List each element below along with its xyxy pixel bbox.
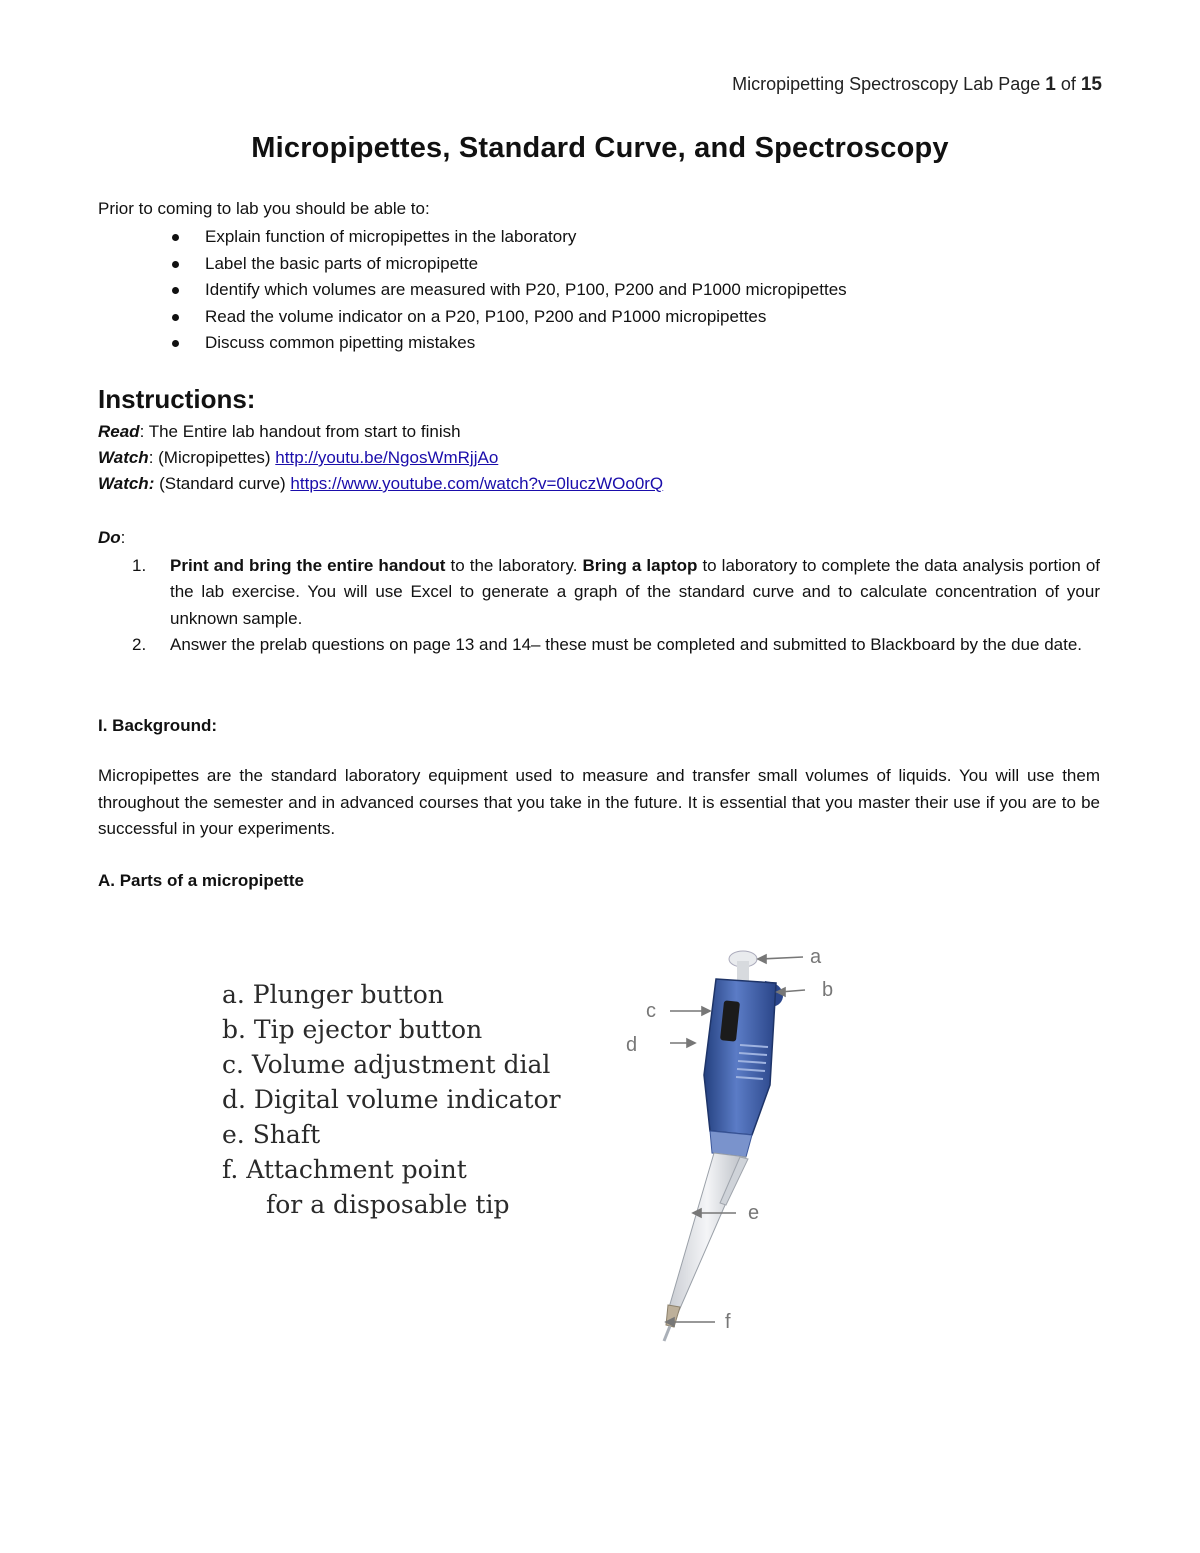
document-title: Micropipettes, Standard Curve, and Spectroscopy [251,132,949,164]
legend-item: b. Tip ejector button [222,1015,483,1044]
watch-label: Watch [98,448,149,467]
arrow-letter-c: c [646,1000,656,1022]
bullet-icon [172,340,179,347]
item-text: to laboratory to complete the data analysis portion of the lab exercise. You will use Excel to generate a graph of the standard curve and to calculate concentration of your unknown sample. [170,556,1101,628]
item-text: Answer the prelab questions on page 13 and 14– these must be completed and submitted to Blackboard by the due date. [170,634,1082,654]
list-item [145,330,847,357]
objective-text: Discuss common pipetting mistakes [205,333,476,353]
page-header [732,74,1102,96]
arrow-letter-a: a [810,946,822,968]
pipette-body-shape [704,979,776,1135]
header-text: Micropipetting Spectroscopy Lab Page [732,74,1046,94]
background-heading: I. Background: [98,716,218,735]
legend-item: a. Plunger button [222,980,444,1009]
item-text: to the laboratory. [445,556,583,575]
bullet-icon [172,287,179,294]
micropipette-figure [200,935,900,1355]
legend-item: f. Attachment point [222,1155,467,1184]
watch-label: Watch: [98,474,155,493]
read-text: : The Entire lab handout from start to finish [139,422,461,441]
list-item [145,304,847,331]
watch-line-1 [98,448,498,468]
item-bold: Print and bring the entire handout [170,556,446,575]
objective-text: Identify which volumes are measured with P20, P100, P200 and P1000 micropipettes [205,280,847,300]
instructions-heading: Instructions: [98,384,256,414]
header-page-number: 1 [1045,74,1056,95]
list-item [145,277,847,304]
watch-text: (Standard curve) [154,474,291,493]
plunger-stem-shape [737,961,749,981]
arrow-letter-f: f [725,1311,731,1333]
bullet-icon [172,314,179,321]
do-label: Do [98,528,121,547]
legend-item: d. Digital volume indicator [222,1085,561,1114]
list-item [145,251,847,278]
read-line [98,422,461,442]
do-label-line [98,528,1100,548]
prior-objectives-list [145,224,847,357]
list-item [98,632,1100,658]
legend-item: c. Volume adjustment dial [222,1050,551,1079]
item-number: 2. [132,634,147,654]
bullet-icon [172,261,179,268]
micropipette-illustration [200,935,900,1355]
read-label: Read [98,422,140,441]
objective-text: Explain function of micropipettes in the laboratory [205,227,577,246]
arrow-letter-b: b [822,979,834,1001]
watch-line-2 [98,474,663,494]
objective-text: Label the basic parts of micropipette [205,253,479,273]
background-paragraph: Micropipettes are the standard laboratory equipment used to measure and transfer small volumes of liquids. You will use them throughout the semester and in advanced courses that you take in the future. It is essential that you master their use if you are to be successful in your experiments. [98,766,1100,838]
do-list [98,553,1100,658]
parts-heading: A. Parts of a micropipette [98,871,304,890]
tip-end-shape [664,1326,670,1341]
bullet-icon [172,234,179,241]
legend-item: e. Shaft [222,1120,321,1149]
legend-item-continuation: for a disposable tip [266,1190,510,1219]
watch-text: : (Micropipettes) [148,448,276,467]
do-colon: : [120,528,126,547]
header-of: of [1055,74,1081,94]
arrow-letter-e: e [748,1202,760,1224]
micropipettes-video-link[interactable]: http://youtu.be/NgosWmRjjAo [275,448,499,467]
item-bold: Bring a laptop [582,556,698,575]
list-item [98,553,1100,632]
standard-curve-video-link[interactable]: https://www.youtube.com/watch?v=0luczWOo0rQ [290,474,664,493]
item-number: 1. [132,556,147,575]
arrow-letter-d: d [626,1034,638,1056]
header-page-total: 15 [1080,74,1102,95]
objective-text: Read the volume indicator on a P20, P100, P200 and P1000 micropipettes [205,306,767,326]
prior-intro: Prior to coming to lab you should be able to: [98,199,430,218]
list-item [145,224,847,251]
